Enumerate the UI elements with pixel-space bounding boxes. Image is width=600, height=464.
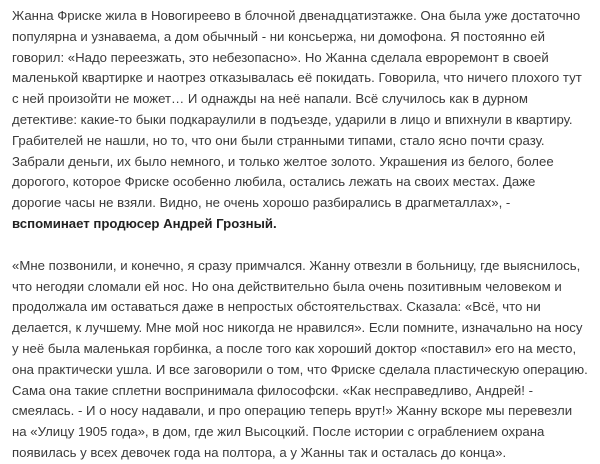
article-paragraph-2	[12, 256, 588, 464]
producer-attribution: вспоминает продюсер Андрей Грозный.	[12, 215, 277, 231]
paragraph-2-text: «Мне позвонили, и конечно, я сразу примчался. Жанну отвезли в больницу, где выяснилось, что негодяи сломали ей нос. Но она действительно была очень позитивным человеком и продолжала им оставаться даже в непростых обстоятельствах. Сказала: «Всё, что ни делается, к лучшему. Мне мой нос никогда не нравился». Если помните, изначально на носу у неё была маленькая горбинка, а после того как хороший доктор «поставил» его на место, она практически ушла. И все заговорили о том, что Фриске сделала пластическую операцию. Сама она такие сплетни воспринимала философски. «Как несправедливо, Андрей! - смеялась. - И о носу надавали, и про операцию теперь врут!» Жанну вскоре мы перевезли на «Улицу 1905 года», в дом, где жил Высоцкий. После истории с ограблением охрана появилась у всех девочек года на полтора, а у Жанны так и осталась до конца».	[12, 257, 588, 460]
paragraph-1-text: Жанна Фриске жила в Новогиреево в блочной двенадцатиэтажке. Она была уже достаточно популярна и узнаваема, а дом обычный - ни консьержа, ни домофона. Я постоянно ей говорил: «Надо переезжать, это небезопасно». Но Жанна сделала евроремонт в своей маленькой квартирке и наотрез отказывалась её покидать. Говорила, что ничего плохого тут с ней произойти не может… И однажды на неё напали. Всё случилось как в дурном детективе: какие-то быки подкараулили в подъезде, ударили в лицо и впихнули в квартиру. Грабителей не нашли, но то, что они были странными типами, стало ясно почти сразу. Забрали деньги, их было немного, и только желтое золото. Украшения из белого, более дорогого, которое Фриске особенно любила, остались лежать на своих местах. Даже дорогие часы не взяли. Видно, не очень хорошо разбирались в драгметаллах», -	[12, 8, 582, 211]
article-paragraph-1	[12, 6, 588, 235]
